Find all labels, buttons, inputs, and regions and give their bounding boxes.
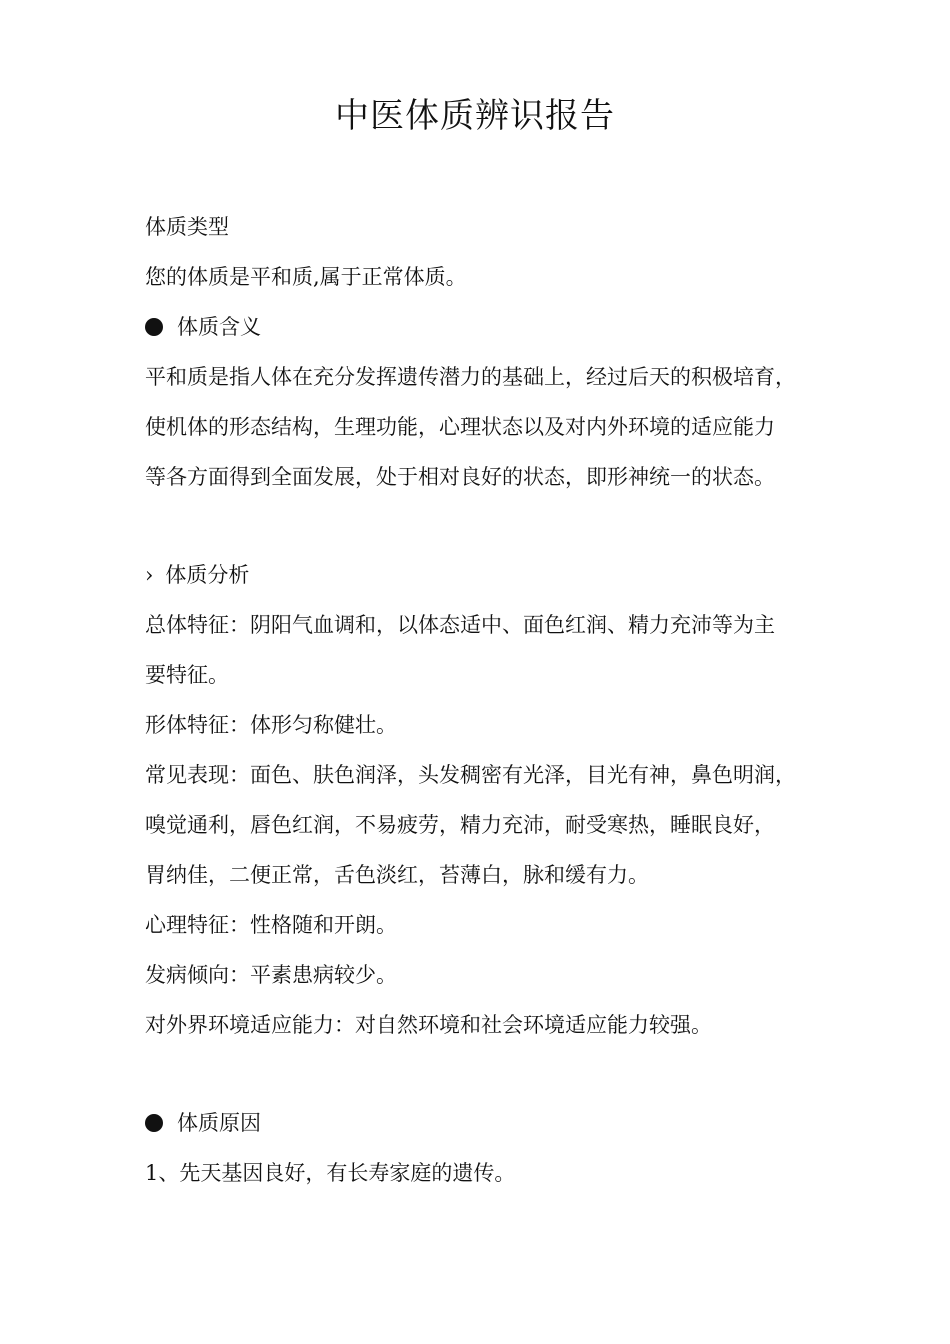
chevron-right-icon: ›	[145, 563, 154, 587]
common-line: 嗅觉通利，唇色红润，不易疲劳，精力充沛，耐受寒热，睡眠良好，	[145, 813, 775, 837]
meaning-heading: 体质含义	[177, 315, 261, 339]
adaptability-line: 对外界环境适应能力：对自然环境和社会环境适应能力较强。	[145, 1013, 712, 1037]
meaning-line: 平和质是指人体在充分发挥遗传潜力的基础上，经过后天的积极培育，	[145, 365, 796, 389]
tendency-line: 发病倾向：平素患病较少。	[145, 963, 397, 987]
meaning-line: 使机体的形态结构，生理功能，心理状态以及对内外环境的适应能力	[145, 415, 775, 439]
psychological-line: 心理特征：性格随和开朗。	[145, 913, 397, 937]
analysis-heading: 体质分析	[165, 563, 250, 587]
bullet-icon	[145, 318, 163, 336]
type-heading: 体质类型	[145, 215, 229, 239]
cause-item: 1、先天基因良好，有长寿家庭的遗传。	[145, 1161, 516, 1185]
physique-line: 形体特征：体形匀称健壮。	[145, 713, 397, 737]
section-gap	[145, 502, 830, 550]
meaning-line: 等各方面得到全面发展，处于相对良好的状态，即形神统一的状态。	[145, 465, 775, 489]
common-line: 胃纳佳，二便正常，舌色淡红，苔薄白，脉和缓有力。	[145, 863, 649, 887]
common-line: 常见表现：面色、肤色润泽，头发稠密有光泽，目光有神，鼻色明润，	[145, 763, 796, 787]
overall-line: 要特征。	[145, 663, 229, 687]
section-gap	[145, 1050, 830, 1098]
report-body	[145, 202, 830, 1198]
meaning-heading-row	[145, 302, 830, 352]
bullet-icon	[145, 1114, 163, 1132]
type-result: 您的体质是平和质,属于正常体质。	[145, 265, 467, 289]
page-title: 中医体质辨识报告	[335, 96, 615, 136]
overall-line: 总体特征：阴阳气血调和，以体态适中、面色红润、精力充沛等为主	[145, 613, 775, 637]
analysis-heading-row	[145, 550, 830, 600]
cause-heading-row	[145, 1098, 830, 1148]
cause-heading: 体质原因	[177, 1111, 261, 1135]
